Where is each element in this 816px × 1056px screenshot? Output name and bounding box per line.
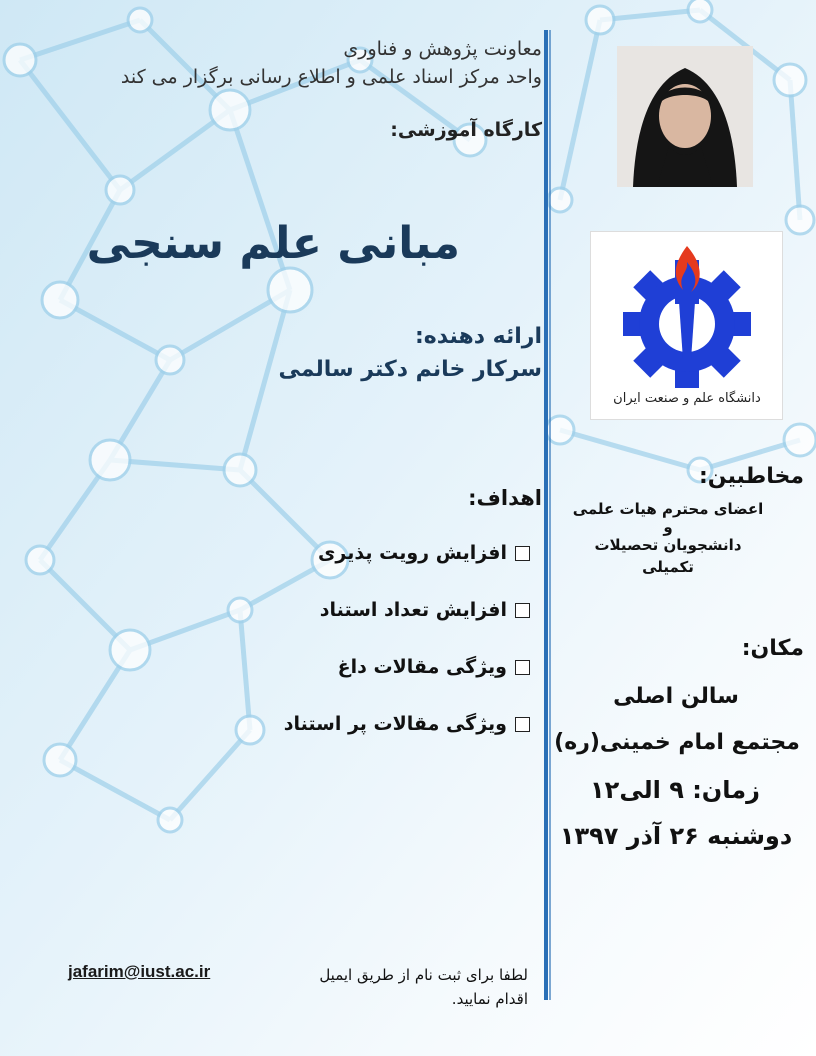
registration-text-1: لطفا برای ثبت نام از طریق ایمیل xyxy=(319,966,528,984)
checkbox-icon xyxy=(515,717,530,732)
header-line-2: واحد مرکز اسناد علمی و اطلاع رسانی برگزار می کند xyxy=(120,66,542,88)
presenter-name: سرکار خانم دکتر سالمی xyxy=(278,357,542,382)
registration-text-2: اقدام نمایید. xyxy=(451,990,528,1008)
logo-text: دانشگاه علم و صنعت ایران xyxy=(613,391,761,406)
vertical-divider xyxy=(544,30,548,1000)
workshop-label: کارگاه آموزشی: xyxy=(390,119,542,141)
university-logo xyxy=(590,231,783,420)
registration-email-link[interactable]: jafarim@iust.ac.ir xyxy=(68,962,211,981)
goal-item xyxy=(240,709,530,739)
goal-text: ویژگی مقالات داغ xyxy=(337,656,507,678)
audience-label: مخاطبین: xyxy=(698,464,804,489)
presenter-label: ارائه دهنده: xyxy=(414,324,542,349)
page-title: مبانی علم سنجی xyxy=(86,218,460,269)
goals-label: اهداف: xyxy=(468,486,542,510)
goal-item xyxy=(240,538,530,568)
event-date: دوشنبه ۲۶ آذر ۱۳۹۷ xyxy=(559,822,793,850)
event-time: زمان: ۹ الی۱۲ xyxy=(590,776,760,804)
vertical-divider-thin xyxy=(549,30,551,1000)
location-label: مکان: xyxy=(741,636,804,661)
goal-text: ویژگی مقالات پر استناد xyxy=(283,713,507,735)
checkbox-icon xyxy=(515,660,530,675)
header-line-1: معاونت پژوهش و فناوری xyxy=(343,38,542,60)
audience-line-1: اعضای محترم هیات علمی xyxy=(572,500,764,518)
audience-line-3: دانشجویان تحصیلات xyxy=(594,536,742,554)
goal-item xyxy=(240,652,530,682)
avatar xyxy=(617,46,753,187)
goal-text: افزایش تعداد استناد xyxy=(319,599,507,621)
presenter-photo xyxy=(617,46,753,187)
goal-text: افزایش رویت پذیری xyxy=(318,542,507,564)
audience-line-4: تکمیلی xyxy=(642,558,694,576)
audience-line-2: و xyxy=(663,518,673,536)
goals-list xyxy=(240,538,530,739)
location-complex: مجتمع امام خمینی(ره) xyxy=(554,730,800,755)
location-hall: سالن اصلی xyxy=(613,684,739,709)
checkbox-icon xyxy=(515,546,530,561)
goal-item xyxy=(240,595,530,625)
checkbox-icon xyxy=(515,603,530,618)
